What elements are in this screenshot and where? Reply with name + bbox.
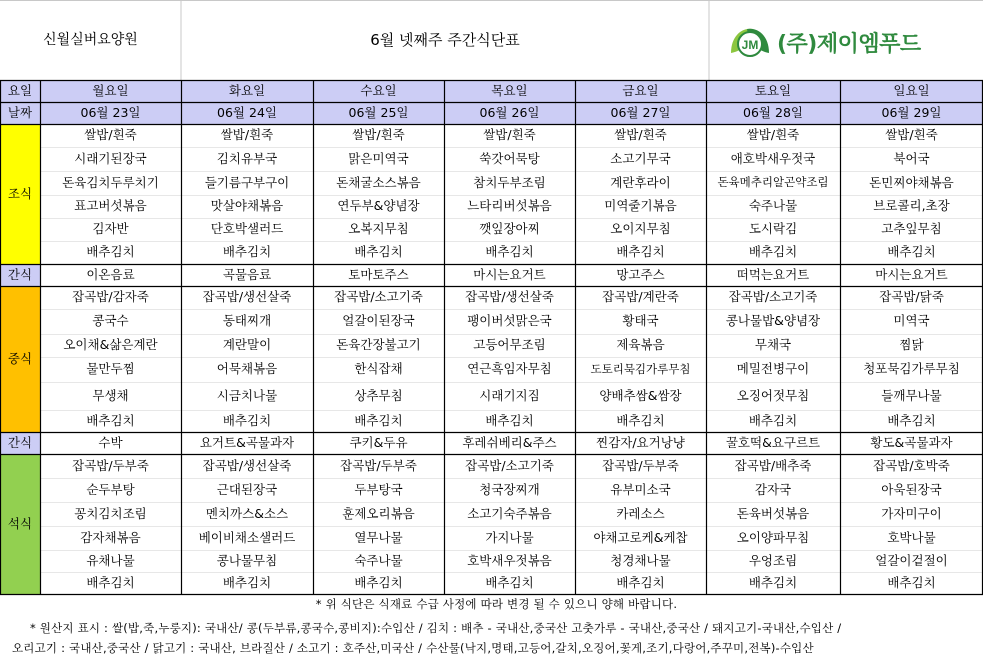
breakfast-item: 돈육메추리알곤약조림	[717, 175, 829, 190]
lunch-item: 배추김치	[86, 412, 135, 428]
lunch-item: 상추무침	[354, 387, 403, 403]
dinner-item: 잡곡밥/소고기죽	[465, 457, 554, 473]
dinner-item: 가지나물	[485, 529, 534, 545]
dinner-item: 유부미소국	[610, 481, 671, 497]
breakfast-item: 들기름구부구이	[204, 174, 290, 190]
lunch-item: 찜닭	[899, 337, 924, 353]
snack2-item: 찐감자/요거낭냥	[596, 434, 685, 450]
snack1-label: 간식	[0, 264, 40, 286]
lunch-item: 오이채&삶은계란	[63, 337, 158, 353]
dinner-item: 멘치까스&소스	[205, 505, 289, 521]
breakfast-item: 배추김치	[616, 244, 665, 260]
snack2-item: 수박	[98, 434, 123, 450]
breakfast-item: 쌀밥/흰죽	[84, 127, 137, 143]
breakfast-item: 숙주나물	[748, 198, 798, 214]
lunch-item: 배추김치	[748, 412, 798, 428]
dinner-item: 호박나물	[887, 529, 936, 545]
dinner-item: 잡곡밥/배추죽	[734, 457, 812, 473]
breakfast-item: 쌀밥/흰죽	[483, 127, 536, 143]
dinner-item: 감자국	[754, 481, 792, 497]
date-header: 06월 23일	[40, 102, 181, 124]
dinner-item: 야채고로케&케찹	[593, 529, 688, 545]
day-header: 일요일	[840, 80, 983, 102]
logo-text: (주)제이엠푸드	[777, 31, 921, 57]
lunch-item: 잡곡밥/계란죽	[602, 289, 679, 305]
lunch-item: 무생채	[92, 387, 129, 403]
dinner-item: 소고기숙주볶음	[467, 505, 552, 521]
breakfast-item: 깻잎장아찌	[479, 221, 540, 237]
lunch-item: 시래기지짐	[479, 387, 540, 403]
breakfast-item: 북어국	[893, 150, 930, 166]
lunch-item: 배추김치	[485, 412, 534, 428]
snack1-item: 이온음료	[86, 266, 135, 282]
lunch-item: 연근흑임자무침	[467, 361, 552, 377]
snack1-item: 떠먹는요거트	[736, 266, 810, 282]
lunch-item: 배추김치	[354, 412, 403, 428]
leaf-logo-icon	[727, 23, 773, 61]
day-header: 목요일	[444, 80, 575, 102]
dinner-item: 잡곡밥/생선살죽	[202, 457, 292, 473]
breakfast-item: 배추김치	[86, 244, 135, 260]
breakfast-item: 참치두부조림	[473, 174, 546, 190]
lunch-item: 잡곡밥/생선살죽	[465, 289, 554, 305]
dinner-item: 청경채나물	[610, 552, 671, 568]
dinner-item: 콩나물무침	[216, 552, 278, 568]
lunch-item: 물만두찜	[86, 361, 135, 377]
breakfast-item: 맛살야채볶음	[210, 198, 284, 214]
origin-line-1: * 원산지 표시 : 쌀(밥,죽,누룽지): 국내산/ 콩(두부류,콩국수,콩비지):수입산 / 김치 : 배추 - 국내산,중국산 고춧가루 - 국내산,중국산 / 돼지고기-국내산,수입산 /	[30, 621, 842, 635]
dinner-item: 배추김치	[354, 574, 403, 590]
breakfast-item: 배추김치	[222, 244, 272, 260]
breakfast-item: 김자반	[92, 221, 129, 237]
breakfast-item: 김치유부국	[216, 150, 278, 166]
breakfast-item: 돈육김치두루치기	[62, 174, 159, 190]
dinner-item: 순두부탕	[86, 481, 135, 497]
day-header: 금요일	[575, 80, 706, 102]
breakfast-item: 쌀밥/흰죽	[885, 127, 938, 143]
lunch-item: 콩국수	[92, 313, 129, 329]
lunch-label: 중식	[0, 286, 40, 432]
breakfast-item: 쌀밥/흰죽	[352, 127, 405, 143]
breakfast-item: 배추김치	[354, 244, 403, 260]
lunch-item: 계란말이	[222, 337, 272, 353]
dinner-item: 배추김치	[86, 574, 135, 590]
dinner-item: 열무나물	[354, 529, 403, 545]
dinner-item: 꽁치김치조림	[74, 505, 147, 521]
dinner-item: 청국장찌개	[479, 481, 540, 497]
dinner-item: 오이양파무침	[736, 529, 810, 545]
lunch-item: 미역국	[893, 313, 930, 329]
origin-line-2: 오리고기 : 국내산,중국산 / 닭고기 : 국내산, 브라질산 / 소고기 : 호주산,미국산 / 수산물(낙지,명태,고등어,갈치,오징어,꽃게,조기,다랑어,주꾸미,전복)-수입산	[12, 641, 814, 655]
breakfast-item: 계란후라이	[610, 174, 671, 190]
date-header: 06월 29일	[840, 102, 983, 124]
breakfast-item: 배추김치	[485, 244, 534, 260]
lunch-item: 배추김치	[616, 412, 665, 428]
logo-mark-text: JM	[741, 38, 759, 52]
date-label: 날짜	[0, 102, 40, 124]
breakfast-item: 오복지무침	[348, 221, 409, 237]
page-title: 6월 넷째주 주간식단표	[370, 30, 520, 49]
dinner-item: 호박새우젓볶음	[467, 552, 552, 568]
dinner-item: 근대된장국	[216, 481, 278, 497]
dinner-item: 잡곡밥/호박죽	[873, 457, 950, 473]
lunch-item: 들깨무나물	[881, 387, 942, 403]
dinner-item: 배추김치	[222, 574, 272, 590]
lunch-item: 양배추쌈&쌈장	[599, 387, 682, 403]
breakfast-item: 돈민찌야채볶음	[869, 174, 954, 190]
lunch-item: 어묵채볶음	[216, 361, 278, 377]
breakfast-item: 맑은미역국	[348, 150, 409, 166]
snack2-item: 쿠키&두유	[349, 434, 408, 450]
breakfast-item: 표고버섯볶음	[74, 198, 147, 214]
dinner-item: 잡곡밥/두부죽	[72, 457, 149, 473]
company-logo	[727, 22, 921, 62]
lunch-item: 황태국	[622, 313, 659, 329]
date-header: 06월 25일	[313, 102, 444, 124]
breakfast-item: 시래기된장국	[74, 150, 147, 166]
snack2-item: 황도&곡물과자	[870, 434, 953, 450]
snack1-item: 망고주스	[616, 266, 665, 282]
dinner-item: 배추김치	[485, 574, 534, 590]
lunch-item: 콩나물밥&양념장	[725, 313, 821, 329]
lunch-item: 오징어젓무침	[736, 387, 810, 403]
breakfast-item: 연두부&양념장	[337, 198, 420, 214]
lunch-item: 한식잡채	[354, 361, 403, 377]
lunch-item: 잡곡밥/소고기죽	[728, 289, 818, 305]
dinner-item: 카레소스	[616, 505, 665, 521]
day-header: 월요일	[40, 80, 181, 102]
dinner-item: 잡곡밥/두부죽	[340, 457, 417, 473]
breakfast-label: 조식	[0, 124, 40, 264]
dinner-label: 석식	[0, 454, 40, 594]
breakfast-item: 도시락김	[748, 221, 798, 237]
lunch-item: 시금치나물	[216, 387, 278, 403]
breakfast-item: 애호박새우젓국	[730, 150, 816, 166]
breakfast-item: 돈채굴소스볶음	[336, 174, 421, 190]
snack1-item: 마시는요거트	[875, 266, 948, 282]
day-header: 토요일	[706, 80, 840, 102]
lunch-item: 돈육간장불고기	[336, 337, 421, 353]
dinner-item: 훈제오리볶음	[342, 505, 415, 521]
breakfast-item: 소고기무국	[610, 150, 671, 166]
date-header: 06월 26일	[444, 102, 575, 124]
dinner-item: 아욱된장국	[881, 481, 942, 497]
snack2-label: 간식	[0, 432, 40, 454]
dinner-item: 배추김치	[616, 574, 665, 590]
dinner-item: 베이비채소샐러드	[198, 529, 296, 545]
date-header: 06월 27일	[575, 102, 706, 124]
snack1-item: 토마토주스	[348, 266, 409, 282]
breakfast-item: 쌀밥/흰죽	[614, 127, 667, 143]
dinner-item: 얼갈이겉절이	[875, 552, 948, 568]
snack1-item: 곡물음료	[222, 266, 272, 282]
dinner-item: 배추김치	[748, 574, 798, 590]
dinner-item: 숙주나물	[354, 552, 403, 568]
lunch-item: 배추김치	[222, 412, 272, 428]
breakfast-item: 브로콜리,초장	[873, 198, 950, 214]
breakfast-item: 느타리버섯볶음	[467, 198, 552, 214]
snack2-item: 후레쉬베리&주스	[462, 434, 557, 450]
facility-name: 신월실버요양원	[43, 32, 138, 48]
day-header: 수요일	[313, 80, 444, 102]
breakfast-item: 쌀밥/흰죽	[746, 127, 800, 143]
lunch-item: 잡곡밥/닭죽	[879, 289, 944, 305]
dinner-item: 두부탕국	[354, 481, 403, 497]
snack2-item: 요거트&곡물과자	[199, 434, 295, 450]
lunch-item: 동태찌개	[222, 313, 272, 329]
breakfast-item: 쌀밥/흰죽	[220, 127, 274, 143]
lunch-item: 청포묵김가루무침	[863, 361, 960, 377]
dinner-item: 감자채볶음	[80, 529, 141, 545]
lunch-item: 무채국	[754, 337, 792, 353]
breakfast-item: 고추잎무침	[881, 221, 942, 237]
dinner-item: 잡곡밥/두부죽	[602, 457, 679, 473]
dinner-item: 가자미구이	[881, 505, 942, 521]
dinner-item: 돈육버섯볶음	[736, 505, 810, 521]
snack1-item: 마시는요거트	[473, 266, 546, 282]
breakfast-item: 배추김치	[748, 244, 798, 260]
snack2-item: 꿀호떡&요구르트	[725, 434, 821, 450]
breakfast-item: 배추김치	[887, 244, 936, 260]
lunch-item: 잡곡밥/생선살죽	[202, 289, 292, 305]
change-notice: * 위 식단은 식재료 수급 사정에 따라 변경 될 수 있으니 양해 바랍니다.	[315, 597, 678, 611]
breakfast-item: 쑥갓어묵탕	[479, 150, 540, 166]
lunch-item: 배추김치	[887, 412, 936, 428]
dinner-item: 유채나물	[86, 552, 135, 568]
lunch-item: 메밀전병구이	[736, 361, 810, 377]
dinner-item: 우엉조림	[748, 552, 798, 568]
lunch-item: 제육볶음	[616, 337, 665, 353]
dinner-item: 배추김치	[887, 574, 936, 590]
lunch-item: 얼갈이된장국	[342, 313, 415, 329]
breakfast-item: 미역줄기볶음	[604, 198, 677, 214]
lunch-item: 팽이버섯맑은국	[467, 313, 552, 329]
breakfast-item: 단호박샐러드	[210, 221, 284, 237]
date-header: 06월 24일	[181, 102, 313, 124]
lunch-item: 잡곡밥/소고기죽	[334, 289, 423, 305]
lunch-item: 고등어무조림	[473, 337, 546, 353]
lunch-item: 도토리묵김가루무침	[590, 361, 691, 376]
day-header: 화요일	[181, 80, 313, 102]
breakfast-item: 오이지무침	[610, 221, 671, 237]
day-label: 요일	[0, 80, 40, 102]
lunch-item: 잡곡밥/감자죽	[72, 289, 149, 305]
date-header: 06월 28일	[706, 102, 840, 124]
